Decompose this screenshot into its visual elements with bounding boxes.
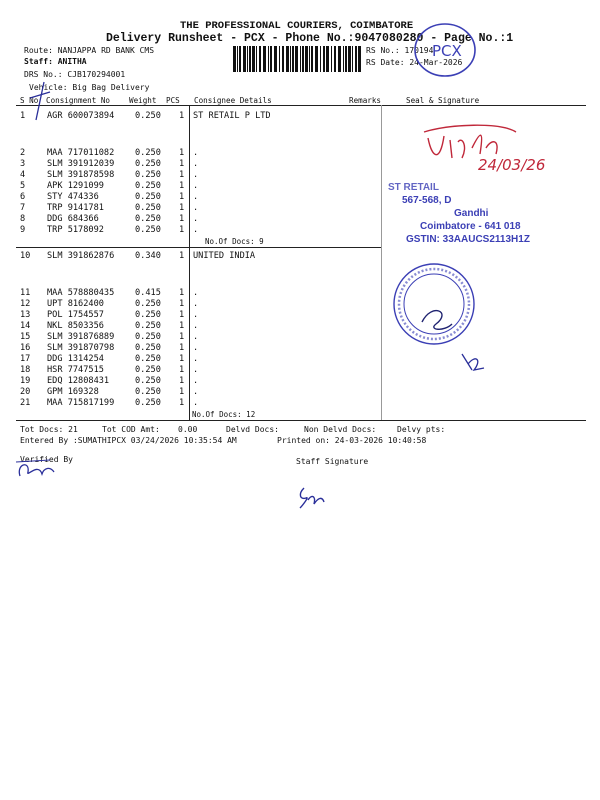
stamp-line-1: ST RETAIL	[388, 182, 439, 193]
barcode-bar	[270, 46, 272, 72]
barcode-bar	[279, 46, 280, 72]
column-weight: Weight	[129, 96, 157, 105]
column-consignment: Consignment No	[46, 96, 111, 105]
verified-signature	[14, 452, 59, 482]
table-row	[0, 288, 600, 299]
stamp-line-3: Gandhi	[454, 208, 489, 219]
row-sno: 20	[20, 387, 31, 397]
row-sno: 12	[20, 299, 31, 309]
row-weight: 0.250	[135, 332, 161, 342]
row-sno: 9	[20, 225, 26, 235]
row-weight: 0.250	[135, 398, 161, 408]
row-consignment: DDG 1314254	[47, 354, 104, 364]
staff-label: Staff: ANITHA	[24, 57, 87, 66]
row-sno: 18	[20, 365, 31, 375]
stamp-line-5: GSTIN: 33AAUCS2113H1Z	[406, 234, 530, 245]
column-pcs: PCS	[166, 96, 180, 105]
barcode-bar	[290, 46, 291, 72]
barcode-bar	[302, 46, 304, 72]
header-rule	[16, 105, 586, 106]
row-consignee: .	[193, 387, 199, 397]
handwritten-mark-icon	[26, 80, 66, 125]
consignee-signature	[420, 118, 570, 188]
barcode-bar	[348, 46, 351, 72]
row-consignee: .	[193, 203, 199, 213]
barcode-bar	[247, 46, 248, 72]
row-pcs: 1	[179, 343, 185, 353]
table-row	[0, 398, 600, 409]
row-sno: 8	[20, 214, 26, 224]
staff-signature	[294, 482, 330, 512]
row-weight: 0.250	[135, 214, 161, 224]
row-pcs: 1	[179, 321, 185, 331]
row-consignee: .	[193, 398, 199, 408]
row-consignment: APK 1291099	[47, 181, 104, 191]
row-weight: 0.250	[135, 354, 161, 364]
row-consignee: .	[193, 288, 199, 298]
staff-signature-label: Staff Signature	[296, 457, 369, 466]
row-weight: 0.250	[135, 321, 161, 331]
row-sno: 6	[20, 192, 26, 202]
route-label: Route: NANJAPPA RD BANK CMS	[24, 46, 155, 55]
row-consignment: DDG 684366	[47, 214, 99, 224]
row-consignment: SLM 391870798	[47, 343, 115, 353]
table-row	[0, 299, 600, 310]
table-row	[0, 376, 600, 387]
row-weight: 0.250	[135, 365, 161, 375]
barcode-bar	[286, 46, 289, 72]
row-consignment: MAA 717011082	[47, 148, 115, 158]
barcode-bar	[358, 46, 361, 72]
row-weight: 0.250	[135, 299, 161, 309]
group1-rule	[16, 247, 381, 248]
barcode-bar	[305, 46, 308, 72]
row-pcs: 1	[179, 159, 185, 169]
row-sno: 2	[20, 148, 26, 158]
row-pcs: 1	[179, 376, 185, 386]
table-row	[0, 321, 600, 332]
row-sno: 19	[20, 376, 31, 386]
row-pcs: 1	[179, 398, 185, 408]
row-pcs: 1	[179, 203, 185, 213]
company-stamp	[386, 181, 530, 246]
column-remarks: Remarks	[349, 96, 382, 105]
row-weight: 0.250	[135, 376, 161, 386]
row-pcs: 1	[179, 365, 185, 375]
row-sno: 14	[20, 321, 31, 331]
row-consignee: UNITED INDIA	[193, 251, 256, 261]
barcode-bar	[243, 46, 246, 72]
delivery-points: Delvy pts:	[397, 425, 446, 434]
barcode-bar	[311, 46, 313, 72]
row-consignee: .	[193, 332, 199, 342]
row-pcs: 1	[179, 387, 185, 397]
barcode-bar	[320, 46, 321, 72]
row-weight: 0.250	[135, 148, 161, 158]
barcode-bar	[239, 46, 241, 72]
barcode-bar	[338, 46, 341, 72]
table-row	[0, 310, 600, 321]
column-sno: S No	[20, 96, 39, 105]
barcode-bar	[263, 46, 266, 72]
row-weight: 0.250	[135, 310, 161, 320]
row-consignment: POL 1754557	[47, 310, 104, 320]
row-consignment: SLM 391876889	[47, 332, 115, 342]
circle-stamp-text: PCX	[432, 42, 462, 60]
barcode	[233, 46, 363, 74]
row-sno: 7	[20, 203, 26, 213]
row-consignee: .	[193, 192, 199, 202]
barcode-bar	[292, 46, 294, 72]
row-sno: 3	[20, 159, 26, 169]
row-weight: 0.250	[135, 225, 161, 235]
handwritten-date: 24/03/26	[478, 156, 546, 174]
barcode-bar	[282, 46, 284, 72]
non-delivered-docs: Non Delvd Docs:	[304, 425, 377, 434]
table-row	[0, 343, 600, 354]
row-consignee: .	[193, 343, 199, 353]
row-pcs: 1	[179, 181, 185, 191]
row-pcs: 1	[179, 148, 185, 158]
barcode-bar	[256, 46, 257, 72]
row-consignment: AGR 600073894	[47, 111, 115, 121]
row-sno: 13	[20, 310, 31, 320]
barcode-bar	[331, 46, 332, 72]
row-consignment: EDQ 12808431	[47, 376, 110, 386]
pcx-circle-stamp	[410, 20, 480, 80]
vehicle-label: Vehicle: Big Bag Delivery	[29, 83, 150, 92]
stamp-line-4: Coimbatore - 641 018	[420, 221, 521, 232]
row-sno: 21	[20, 398, 31, 408]
table-row	[0, 387, 600, 398]
row-sno: 1	[20, 111, 26, 121]
row-consignee: .	[193, 181, 199, 191]
row-consignee: .	[193, 365, 199, 375]
row-consignment: UPT 8162400	[47, 299, 104, 309]
row-consignment: SLM 391878598	[47, 170, 115, 180]
barcode-bar	[352, 46, 353, 72]
delivered-docs: Delvd Docs:	[226, 425, 279, 434]
row-consignee: .	[193, 376, 199, 386]
row-pcs: 1	[179, 299, 185, 309]
company-name: THE PROFESSIONAL COURIERS, COIMBATORE	[180, 20, 414, 32]
row-sno: 11	[20, 288, 31, 298]
table-row	[0, 354, 600, 365]
row-consignee: .	[193, 148, 199, 158]
table-bottom-rule	[16, 420, 586, 421]
row-weight: 0.250	[135, 387, 161, 397]
row-sno: 15	[20, 332, 31, 342]
row-consignment: STY 474336	[47, 192, 99, 202]
drs-number: DRS No.: CJB170294001	[24, 70, 126, 79]
total-docs: Tot Docs: 21	[20, 425, 78, 434]
barcode-bar	[237, 46, 238, 72]
row-consignee: .	[193, 214, 199, 224]
row-weight: 0.250	[135, 159, 161, 169]
barcode-bar	[323, 46, 325, 72]
row-consignment: TRP 9141781	[47, 203, 104, 213]
row-sno: 16	[20, 343, 31, 353]
row-weight: 0.250	[135, 181, 161, 191]
row-pcs: 1	[179, 332, 185, 342]
row-pcs: 1	[179, 225, 185, 235]
row-consignment: NKL 8503356	[47, 321, 104, 331]
barcode-bar	[315, 46, 318, 72]
row-sno: 10	[20, 251, 31, 261]
barcode-bar	[259, 46, 261, 72]
row-weight: 0.415	[135, 288, 161, 298]
barcode-bar	[252, 46, 255, 72]
column-seal-signature: Seal & Signature	[406, 96, 480, 105]
barcode-bar	[295, 46, 298, 72]
row-consignment: TRP 5178092	[47, 225, 104, 235]
row-pcs: 1	[179, 214, 185, 224]
barcode-bar	[233, 46, 236, 72]
printed-on: Printed on: 24-03-2026 10:40:58	[277, 436, 427, 445]
row-consignment: GPM 169328	[47, 387, 99, 397]
row-consignee: .	[193, 354, 199, 364]
total-cod-value: 0.00	[178, 425, 198, 434]
row-consignee: .	[193, 321, 199, 331]
seal-signature	[458, 350, 488, 375]
document-title: Delivery Runsheet - PCX - Phone No.:9047080280 - Page No.:1	[106, 32, 514, 45]
row-pcs: 1	[179, 251, 185, 261]
row-consignee: .	[193, 225, 199, 235]
table-row	[0, 332, 600, 343]
row-sno: 5	[20, 181, 26, 191]
row-consignment: MAA 578880435	[47, 288, 115, 298]
barcode-bar	[345, 46, 347, 72]
row-pcs: 1	[179, 310, 185, 320]
total-cod-label: Tot COD Amt:	[102, 425, 160, 434]
row-consignee: .	[193, 299, 199, 309]
barcode-bar	[326, 46, 329, 72]
barcode-bar	[343, 46, 344, 72]
rs-date: RS Date: 24-Mar-2026	[366, 58, 463, 67]
row-weight: 0.250	[135, 170, 161, 180]
barcode-bar	[300, 46, 301, 72]
row-sno: 17	[20, 354, 31, 364]
barcode-bar	[249, 46, 251, 72]
row-weight: 0.250	[135, 203, 161, 213]
barcode-bar	[355, 46, 357, 72]
row-consignee: ST RETAIL P LTD	[193, 111, 271, 121]
row-consignee: .	[193, 310, 199, 320]
rs-number: RS No.: 170194	[366, 46, 434, 55]
barcode-bar	[274, 46, 277, 72]
group2-doc-count: No.Of Docs: 12	[192, 410, 256, 419]
row-consignee: .	[193, 170, 199, 180]
row-weight: 0.340	[135, 251, 161, 261]
table-row	[0, 251, 600, 262]
barcode-bar	[309, 46, 310, 72]
verified-by-label: Verified By	[20, 455, 73, 464]
row-consignment: MAA 715817199	[47, 398, 115, 408]
row-pcs: 1	[179, 111, 185, 121]
stamp-line-2: 567-568, D	[402, 195, 452, 206]
barcode-bar	[268, 46, 269, 72]
table-row	[0, 365, 600, 376]
row-sno: 4	[20, 170, 26, 180]
row-consignment: HSR 7747515	[47, 365, 104, 375]
entered-by: Entered By :SUMATHIPCX 03/24/2026 10:35:54 AM	[20, 436, 237, 445]
row-weight: 0.250	[135, 111, 161, 121]
row-consignment: SLM 391912039	[47, 159, 115, 169]
row-consignment: SLM 391862876	[47, 251, 115, 261]
group1-doc-count: No.Of Docs: 9	[205, 237, 264, 246]
row-pcs: 1	[179, 288, 185, 298]
row-pcs: 1	[179, 192, 185, 202]
row-pcs: 1	[179, 354, 185, 364]
row-weight: 0.250	[135, 343, 161, 353]
row-consignee: .	[193, 159, 199, 169]
row-weight: 0.250	[135, 192, 161, 202]
round-seal	[392, 262, 477, 347]
row-pcs: 1	[179, 170, 185, 180]
column-consignee: Consignee Details	[194, 96, 272, 105]
barcode-bar	[334, 46, 336, 72]
